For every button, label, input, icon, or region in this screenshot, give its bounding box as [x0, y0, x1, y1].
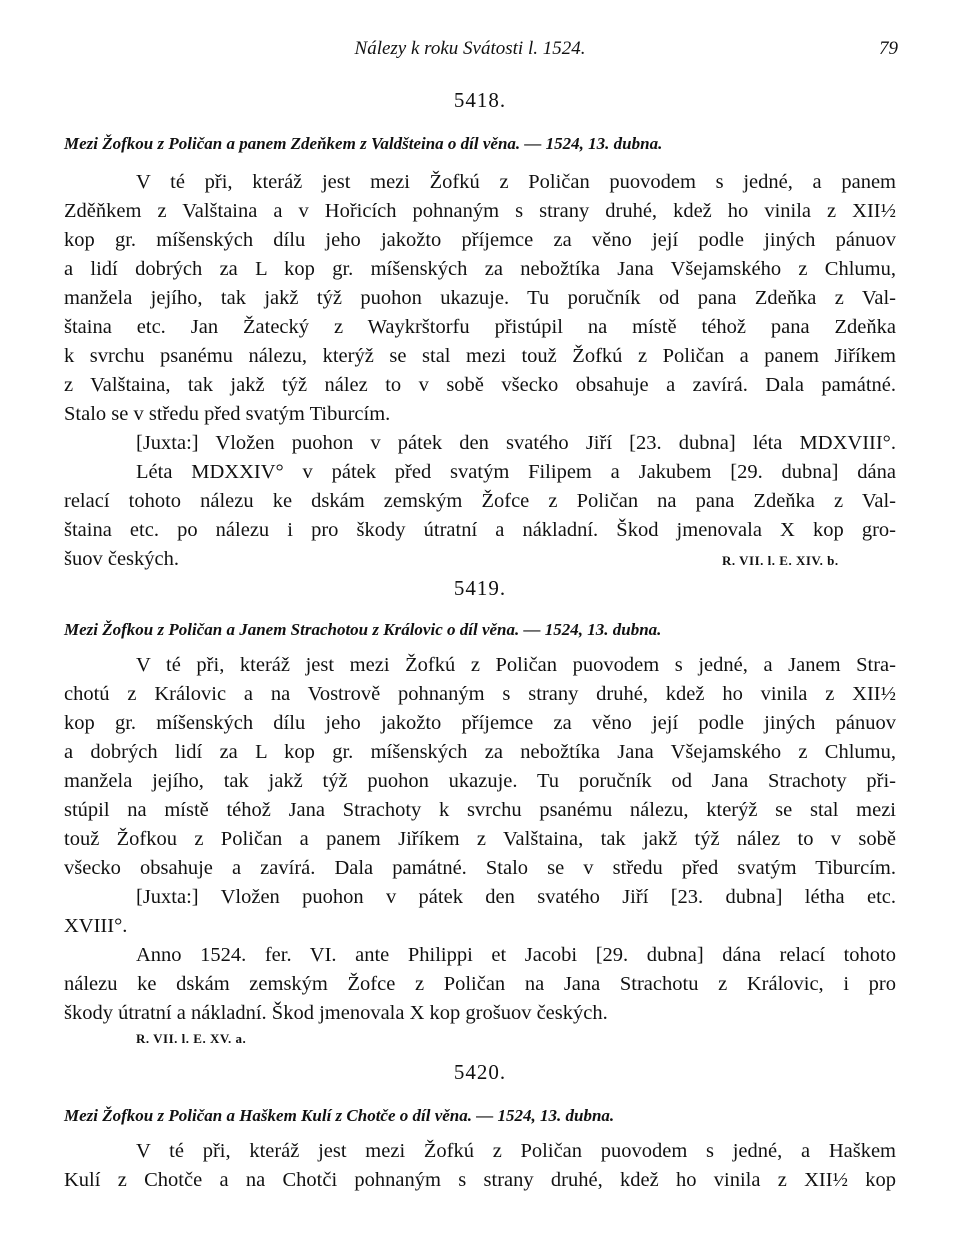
- text-line: chotú z Královic a na Vostrově pohnaným s strany druhé, kdež ho vinila z XII½: [64, 683, 896, 705]
- entry-number: 5420.: [453, 1060, 507, 1084]
- entry-number: 5419.: [453, 576, 507, 600]
- running-title: Nálezy k roku Svátosti l. 1524.: [354, 38, 586, 59]
- text-line: [Juxta:] Vložen puohon v pátek den svatého Jiří [23. dubna] létha etc.: [136, 886, 896, 908]
- text-line: všecko obsahuje a zavírá. Dala památné. Stalo se v středu před svatým Tiburcím.: [64, 857, 896, 879]
- text-line: a lidí dobrých za L kop gr. míšenských za nebožtíka Jana Všejamského z Chlumu,: [64, 258, 896, 280]
- text-line: relací tohoto nálezu ke dskám zemským Žofce z Poličan na pana Zdeňka z Val-: [64, 490, 896, 512]
- text-line: touž Žofkou z Poličan a panem Jiříkem z Valštaina, tak jakž týž nález to v sobě: [64, 828, 896, 850]
- text-line: nálezu ke dskám zemským Žofce z Poličan na Jana Strachotu z Královic, i pro: [64, 973, 896, 995]
- archive-reference: R. VII. l. E. XIV. b.: [722, 553, 839, 568]
- text-line: k svrchu psanému nálezu, kterýž se stal mezi touž Žofkú z Poličan a panem Jiříkem: [64, 345, 896, 367]
- text-line: Léta MDXXIV° v pátek před svatým Filipem a Jakubem [29. dubna] dána: [136, 461, 896, 483]
- text-line: štaina etc. Jan Žatecký z Waykrštorfu přistúpil na místě téhož pana Zdeňka: [64, 316, 896, 338]
- text-line: šuov českých.: [64, 548, 180, 570]
- text-line: V té při, kteráž jest mezi Žofkú z Poličan puovodem s jedné, a Haškem: [136, 1140, 896, 1162]
- text-line: kop gr. míšenských dílu jeho jakožto příjemce za věno její podle jiných pánuov: [64, 229, 896, 251]
- text-line: z Valštaina, tak jakž týž nález to v sobě všecko obsahuje a zavírá. Dala památné.: [64, 374, 896, 396]
- text-line: kop gr. míšenských dílu jeho jakožto příjemce za věno její podle jiných pánuov: [64, 712, 896, 734]
- text-line: Zděňkem z Valštaina a v Hořicích pohnaným s strany druhé, kdež ho vinila z XII½: [64, 200, 896, 222]
- text-line: Kulí z Chotče a na Chotči pohnaným s strany druhé, kdež ho vinila z XII½ kop: [64, 1169, 896, 1191]
- text-line: a dobrých lidí za L kop gr. míšenských za nebožtíka Jana Všejamského z Chlumu,: [64, 741, 896, 763]
- text-line: XVIII°.: [64, 915, 128, 937]
- text-line: Anno 1524. fer. VI. ante Philippi et Jacobi [29. dubna] dána relací tohoto: [136, 944, 896, 966]
- entry-heading: Mezi Žofkou z Poličan a Haškem Kulí z Chotče o díl věna. — 1524, 13. dubna.: [64, 1106, 615, 1125]
- archive-reference: R. VII. l. E. XV. a.: [136, 1031, 247, 1046]
- page-number: 79: [879, 38, 898, 59]
- text-line: manžela jejího, tak jakž týž puohon ukazuje. Tu poručník od Jana Strachoty při-: [64, 770, 896, 792]
- text-line: stúpil na místě téhož Jana Strachoty k svrchu psanému nálezu, kterýž se stal mezi: [64, 799, 896, 821]
- text-line: [Juxta:] Vložen puohon v pátek den svatého Jiří [23. dubna] léta MDXVIII°.: [136, 432, 896, 454]
- text-line: V té při, kteráž jest mezi Žofkú z Poličan puovodem s jedné, a panem: [136, 171, 896, 193]
- text-line: škody útratní a nákladní. Škod jmenovala X kop grošuov českých.: [64, 1002, 608, 1024]
- text-line: manžela jejího, tak jakž týž puohon ukazuje. Tu poručník od pana Zdeňka z Val-: [64, 287, 896, 309]
- entry-heading: Mezi Žofkou z Poličan a Janem Strachotou z Královic o díl věna. — 1524, 13. dubna.: [64, 620, 662, 639]
- text-line: štaina etc. po nálezu i pro škody útratní a nákladní. Škod jmenovala X kop gro-: [64, 519, 896, 541]
- text-line: V té při, kteráž jest mezi Žofkú z Poličan puovodem s jedné, a Janem Stra-: [136, 654, 896, 676]
- entry-number: 5418.: [453, 88, 507, 112]
- entry-heading: Mezi Žofkou z Poličan a panem Zdeňkem z Valdšteina o díl věna. — 1524, 13. dubna.: [64, 134, 663, 153]
- text-line: Stalo se v středu před svatým Tiburcím.: [64, 403, 391, 425]
